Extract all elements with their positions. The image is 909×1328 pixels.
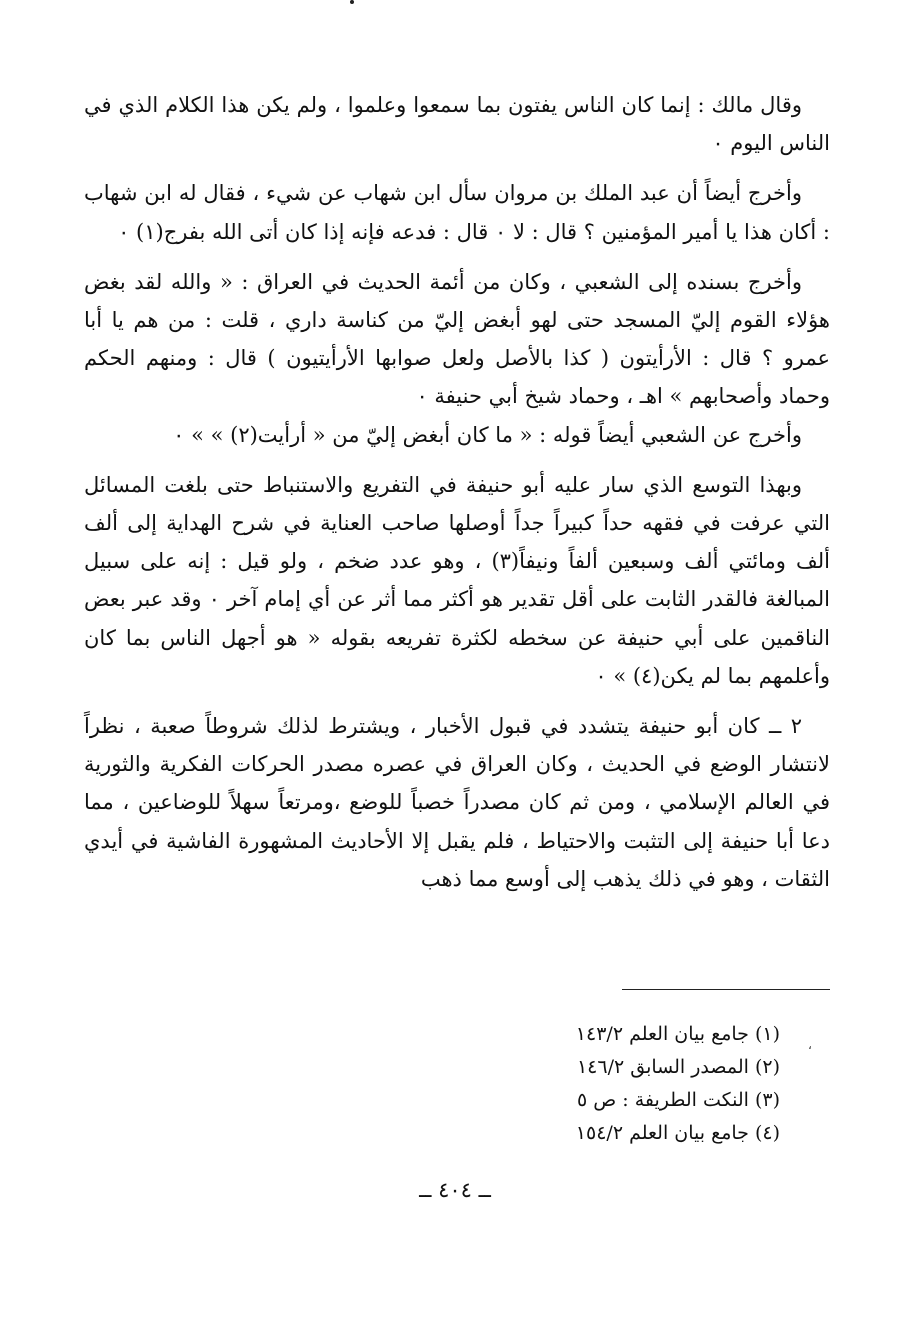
paragraph-ibn-shihab: وأخرج أيضاً أن عبد الملك بن مروان سأل ابن شهاب عن شيء ، فقال له ابن شهاب : أكان هذا يا أمير المؤمنين ؟ قال : لا ٠ قال : فدعه فإنه إذا كان أتى الله بفرج(١) ٠ xyxy=(84,181,830,244)
footnote-4: (٤) جامع بيان العلم ١٥٤/٢ xyxy=(575,1122,780,1144)
ink-mark xyxy=(350,0,354,4)
footnote-1: (١) جامع بيان العلم ١٤٣/٢ xyxy=(575,1023,780,1045)
page-number: ــ ٤٠٤ ــ xyxy=(419,1178,491,1202)
paragraph-tawassu: وبهذا التوسع الذي سار عليه أبو حنيفة في التفريع والاستنباط حتى بلغت المسائل التي عرفت في فقهه حداً كبيراً جداً أوصلها صاحب العناية في شرح الهداية إلى ألف ألف ومائتي ألف وسبعين ألفاً ونيفاً(٣) ، وهو عدد ضخم ، ولو قيل : إنه على سبيل المبالغة فالقدر الثابت على أقل تقدير هو أكثر مما أثر عن أي إمام آخر ٠ وقد عبر بعض الناقمين على أبي حنيفة عن سخطه لكثرة تفريعه بقوله « هو أجهل الناس بما كان وأعلمهم بما لم يكن(٤) » ٠ xyxy=(84,472,830,688)
stray-mark: ، xyxy=(808,1038,812,1052)
footnote-3: (٣) النكت الطريفة : ص ٥ xyxy=(576,1089,780,1111)
paragraph-shabi-2: وأخرج عن الشعبي أيضاً قوله : « ما كان أبغض إليّ من « أرأيت(٢) » » ٠ xyxy=(173,422,802,447)
paragraph-point-2: ٢ ــ كان أبو حنيفة يتشدد في قبول الأخبار ، ويشترط لذلك شروطاً صعبة ، نظراً لانتشار الوضع في الحديث ، وكان العراق في عصره مصدر الحركات الفكرية والثورية في العالم الإسلامي ، ومن ثم كان مصدراً خصباً للوضع ،ومرتعاً سهلاً للوضاعين ، مما دعا أبا حنيفة إلى التثبت والاحتياط ، فلم يقبل إلا الأحاديث المشهورة الفاشية في أيدي الثقات ، وهو في ذلك يذهب إلى أوسع مما ذهب xyxy=(84,714,830,891)
footnote-2: (٢) المصدر السابق ١٤٦/٢ xyxy=(576,1056,780,1078)
footnotes xyxy=(470,1018,780,1150)
body-text xyxy=(84,86,830,910)
footnote-separator xyxy=(622,989,830,990)
paragraph-malik: وقال مالك : إنما كان الناس يفتون بما سمعوا وعلموا ، ولم يكن هذا الكلام الذي في الناس اليوم ٠ xyxy=(84,93,830,156)
paragraph-shabi-1: وأخرج بسنده إلى الشعبي ، وكان من أئمة الحديث في العراق : « والله لقد بغض هؤلاء القوم إليّ المسجد حتى لهو أبغض إليّ من كناسة داري ، قلت : من هم يا أبا عمرو ؟ قال : الأرأيتون ( كذا بالأصل ولعل صوابها الأرأيتيون ) قال : ومنهم الحكم وحماد وأصحابهم » اهـ ، وحماد شيخ أبي حنيفة ٠ xyxy=(84,269,830,409)
